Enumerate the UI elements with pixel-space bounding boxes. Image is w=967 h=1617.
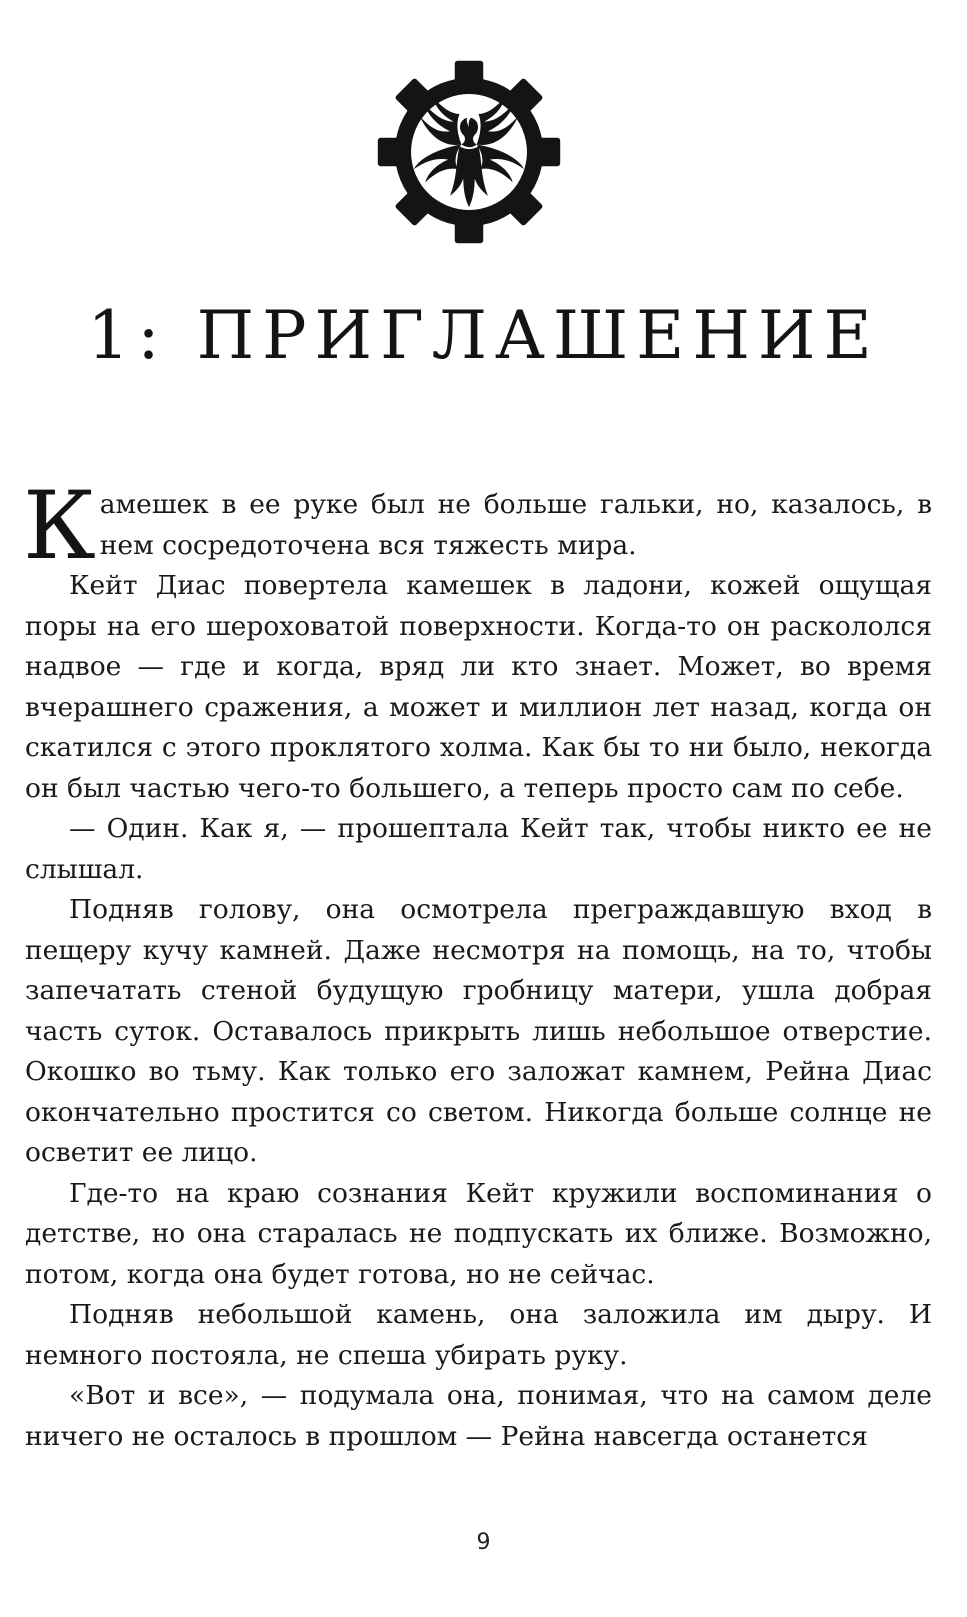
paragraph-1 bbox=[23, 472, 932, 581]
chapter-body bbox=[23, 472, 932, 1457]
phoenix-gear-emblem-icon bbox=[374, 57, 564, 247]
page-number: 9 bbox=[476, 1530, 491, 1555]
chapter-title: 1: ПРИГЛАШЕНИЕ bbox=[87, 297, 880, 374]
paragraph-5: Где-то на краю сознания Кейт кружили воспоминания о детстве, но она старалась не подпускать их ближе. Возможно, потом, когда она будет готова, но не сейчас. bbox=[25, 1177, 932, 1290]
paragraph-6: Подняв небольшой камень, она заложила им дыру. И немного постояла, не спеша убирать руку. bbox=[25, 1299, 932, 1371]
drop-cap: К bbox=[23, 472, 96, 581]
paragraph-3: — Один. Как я, — прошептала Кейт так, чтобы никто ее не слышал. bbox=[25, 813, 932, 885]
paragraph-text: амешек в ее руке был не больше гальки, но, казалось, в нем сосредоточена вся тяжесть мира. bbox=[99, 489, 932, 561]
paragraph-4: Подняв голову, она осмотрела преграждавшую вход в пещеру кучу камней. Даже несмотря на помощь, на то, чтобы запечатать стеной будущую гробницу матери, ушла добрая часть суток. Оставалось прикрыть лишь небольшое отверстие. Окошко во тьму. Как только его заложат камнем, Рейна Диас окончательно простится со светом. Никогда больше солнце не осветит ее лицо. bbox=[25, 894, 932, 1168]
paragraph-7: «Вот и все», — подумала она, понимая, что на самом деле ничего не осталось в прошлом — Рейна навсегда останется bbox=[25, 1380, 932, 1452]
paragraph-2: Кейт Диас повертела камешек в ладони, кожей ощущая поры на его шероховатой поверхности. Когда-то он раскололся надвое — где и когда, вряд ли кто знает. Может, во время вчерашнего сражения, а может и миллион лет назад, когда он скатился с этого проклятого холма. Как бы то ни было, некогда он был частью чего-то большего, а теперь просто сам по себе. bbox=[25, 570, 932, 804]
